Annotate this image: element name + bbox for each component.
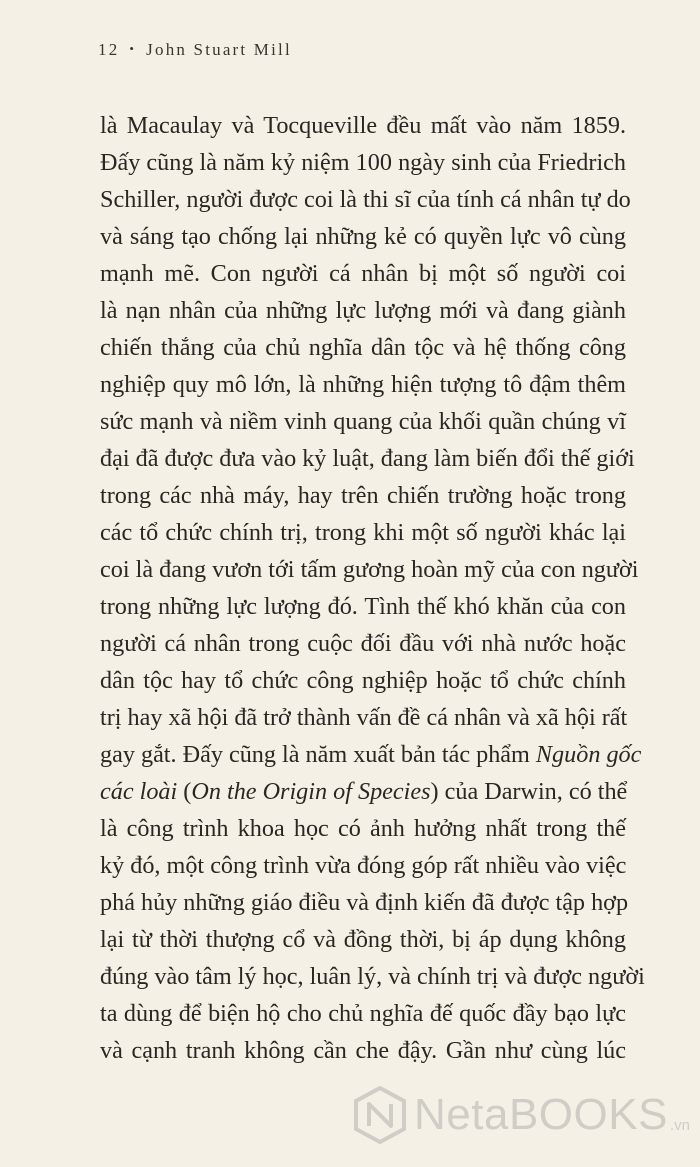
book-title-vi-cont: các loài xyxy=(100,778,178,805)
text-line: là nạn nhân của những lực lượng mới và đang giành xyxy=(100,297,626,324)
text-line: Đấy cũng là năm kỷ niệm 100 ngày sinh của Friedrich xyxy=(100,149,626,176)
netabooks-logo-icon xyxy=(352,1086,408,1144)
text-line: lại từ thời thượng cổ và đồng thời, bị áp dụng không xyxy=(100,926,626,953)
text-line: mạnh mẽ. Con người cá nhân bị một số người coi xyxy=(100,260,626,287)
text-line: ta dùng để biện hộ cho chủ nghĩa đế quốc đầy bạo lực xyxy=(100,1000,626,1027)
book-title-en: On the Origin of Species xyxy=(191,778,431,805)
text-line: sức mạnh và niềm vinh quang của khối quần chúng vĩ xyxy=(100,408,626,435)
page-number: 12 xyxy=(98,40,120,59)
text-line: chiến thắng của chủ nghĩa dân tộc và hệ thống công xyxy=(100,334,626,361)
text-line: đúng vào tâm lý học, luân lý, và chính trị và được người xyxy=(100,963,645,990)
text-line: là Macaulay và Tocqueville đều mất vào năm 1859. xyxy=(100,112,626,139)
text-line: và sáng tạo chống lại những kẻ có quyền lực vô cùng xyxy=(100,223,626,250)
text-line: là công trình khoa học có ảnh hưởng nhất trong thế xyxy=(100,815,626,842)
text-line: các tổ chức chính trị, trong khi một số người khác lại xyxy=(100,519,626,546)
text-line: đại đã được đưa vào kỷ luật, đang làm biến đổi thế giới xyxy=(100,445,635,472)
text-line: nghiệp quy mô lớn, là những hiện tượng tô đậm thêm xyxy=(100,371,626,398)
watermark-brand: NetaBOOKS xyxy=(414,1090,668,1139)
text-line: trị hay xã hội đã trở thành vấn đề cá nhân và xã hội rất xyxy=(100,704,628,731)
watermark-suffix: .vn xyxy=(669,1116,690,1134)
text-line-book-title-cont xyxy=(100,774,626,810)
watermark xyxy=(352,1086,690,1144)
text-run: ) của Darwin, có thể xyxy=(430,778,628,805)
text-line: phá hủy những giáo điều và định kiến đã được tập hợp xyxy=(100,889,629,916)
running-header xyxy=(98,40,292,60)
text-run: gay gắt. Đấy cũng là năm xuất bản tác phẩm xyxy=(100,741,530,768)
text-line: coi là đang vươn tới tấm gương hoàn mỹ của con người xyxy=(100,556,639,583)
book-title-vi: Nguồn gốc xyxy=(535,741,642,768)
header-separator: • xyxy=(129,41,137,56)
text-line: dân tộc hay tổ chức công nghiệp hoặc tổ chức chính xyxy=(100,667,626,694)
text-line: và cạnh tranh không cần che đậy. Gần như cùng lúc xyxy=(100,1037,626,1064)
text-run: ( xyxy=(177,778,192,805)
author-name: John Stuart Mill xyxy=(146,40,292,59)
text-line: Schiller, người được coi là thi sĩ của tính cá nhân tự do xyxy=(100,186,631,213)
text-line: trong các nhà máy, hay trên chiến trường hoặc trong xyxy=(100,482,626,509)
text-line: kỷ đó, một công trình vừa đóng góp rất nhiều vào việc xyxy=(100,852,627,879)
text-line: trong những lực lượng đó. Tình thế khó khăn của con xyxy=(100,593,626,620)
text-line-book-title xyxy=(100,737,642,773)
text-line: người cá nhân trong cuộc đối đầu với nhà nước hoặc xyxy=(100,630,626,657)
